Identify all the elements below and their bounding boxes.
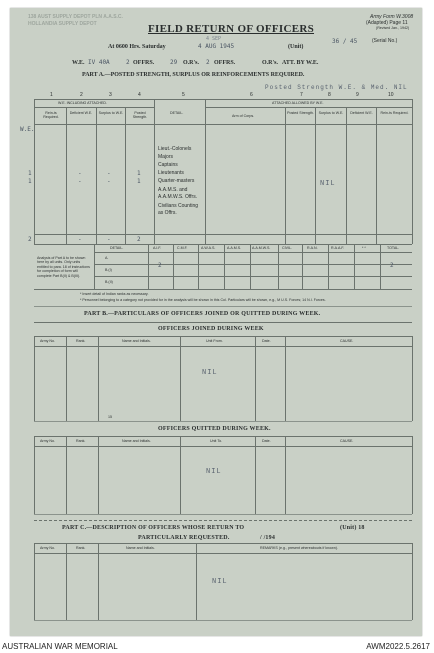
we-value: IV 40A <box>88 59 110 66</box>
we-margin-mark: W.E. <box>20 126 35 133</box>
part-c-nil: NIL <box>212 578 228 586</box>
form-revised: (Revised Jan., 1942) <box>376 26 410 30</box>
rank-civilians: Civilians Counting <box>158 203 199 209</box>
analysis-detail: DETAIL. <box>110 246 124 250</box>
caption-institution: AUSTRALIAN WAR MEMORIAL <box>2 642 118 651</box>
form-sheet <box>10 8 422 636</box>
total-posted: 2 <box>137 236 141 243</box>
att-by-we-label: ATT. BY W.E. <box>282 60 319 66</box>
date-at-label: At 0600 Hrs. Saturday <box>108 44 166 50</box>
footnote-2: * Personnel belonging to a category not provided for in the analysis will be shown in this Col. Particulars will be shown, e.g., M U.S. Forces; 14 N.I. Forces. <box>80 298 326 302</box>
analysis-col-aif: A.I.F. <box>153 246 162 250</box>
entry-qm-reints: 1 <box>28 178 32 185</box>
total-reints: 2 <box>28 236 32 243</box>
joined-col-unit-from: Unit From. <box>206 339 223 343</box>
quitted-col-army-no: Army No. <box>40 439 55 443</box>
col-num-10: 10 <box>388 92 394 98</box>
entry-qm-deficient: - <box>78 178 82 185</box>
unit-stamp-line2: HOLLANDIA SUPPLY DEPOT <box>28 21 97 27</box>
header-deficient-we: Deficient W.E. <box>69 111 93 115</box>
we-offrs-label: OFFRS. <box>133 60 155 66</box>
att-offrs-label: OFFRS. <box>214 60 236 66</box>
part-c-particularly: PARTICULARLY REQUESTED. <box>138 535 230 541</box>
part-c-col-rank: Rank. <box>76 546 86 550</box>
analysis-row-b2: B.(II) <box>105 280 113 284</box>
analysis-col-raaf: R.A.A.F. <box>331 246 345 250</box>
form-number: Army Form W.3008 <box>370 14 414 20</box>
col-num-3: 3 <box>109 92 112 98</box>
quitted-col-date: Date. <box>262 439 271 443</box>
caption-accession-number: AWM2022.5.2617 <box>366 642 430 651</box>
header-att-reints: Rein-ts Required. <box>380 111 409 115</box>
part-c-unit: (Unit) 18 <box>340 525 365 531</box>
total-deficient: - <box>78 236 82 243</box>
typed-posted-note: Posted Strength W.E. & Med. NIL <box>265 84 408 91</box>
col-num-9: 9 <box>356 92 359 98</box>
serial-number: 36 / 45 <box>332 38 358 45</box>
we-ors-value: 29 <box>170 59 178 66</box>
analysis-row-b1: B.(I) <box>105 268 112 272</box>
entry-lieut-surplus: - <box>107 170 111 177</box>
analysis-col-awas: A.W.A.S. <box>201 246 216 250</box>
header-surplus-we: Surplus to W.E. <box>98 111 124 115</box>
part-c-col-name: Name and Initials. <box>126 546 155 550</box>
header-reints-required: Rein-ts Required. <box>43 111 59 119</box>
quitted-col-unit-to: Unit To. <box>210 439 223 443</box>
entry-qm-posted: 1 <box>137 178 141 185</box>
quitted-col-name: Name and Initials. <box>122 439 151 443</box>
header-att-posted-strength: Posted Strength. <box>287 111 314 115</box>
entry-lieut-reints: 1 <box>28 170 32 177</box>
joined-col-army-no: Army No. <box>40 339 55 343</box>
unit-label: (Unit) <box>288 44 304 50</box>
att-offrs-value: 2 <box>206 59 210 66</box>
analysis-aif-value: 2 <box>158 262 162 269</box>
total-surplus: - <box>107 236 111 243</box>
date-handwritten: 4 AUG 1945 <box>198 43 235 50</box>
analysis-col-cmf: C.M.F. <box>177 246 188 250</box>
part-c-title: PART C.—DESCRIPTION OF OFFICERS WHOSE RETURN TO <box>62 525 245 531</box>
rank-aamws: A.A.M.W.S. Offrs. <box>158 194 198 200</box>
rank-quarter-masters: Quarter-masters <box>158 178 195 184</box>
analysis-col-aams: A.A.M.S. <box>227 246 242 250</box>
analysis-col-total: TOTAL. <box>387 246 400 250</box>
analysis-note: Analysis of Part A to be shown here by all units. Only units entitled to para. 18 of instructions for completion of form will complete Part B(II) & B(III). <box>37 256 90 278</box>
entry-lieut-deficient: - <box>78 170 82 177</box>
quitted-col-cause: CAUSE. <box>340 439 354 443</box>
serial-label: (Serial No.) <box>372 38 398 44</box>
col-num-2: 2 <box>80 92 83 98</box>
analysis-total-value: 2 <box>390 262 394 269</box>
header-attached-group: ATTACHED ALLOWED BY W.E. <box>272 101 324 105</box>
rank-aams: A.A.M.S. and <box>158 187 188 193</box>
rank-lt-colonels: Lieut.-Colonels <box>158 146 192 152</box>
rank-as-offrs: as Offrs. <box>158 210 177 216</box>
joined-row-mark: 15 <box>108 415 112 419</box>
col-num-8: 8 <box>328 92 331 98</box>
attached-nil: NIL <box>320 180 336 188</box>
entry-qm-surplus: - <box>107 178 111 185</box>
archive-caption <box>0 640 434 653</box>
we-label: W.E. <box>72 60 85 66</box>
part-b-title: PART B.—PARTICULARS OF OFFICERS JOINED OR QUITTED DURING WEEK. <box>84 311 321 317</box>
we-ors-label: O.R's. <box>183 60 200 66</box>
we-offrs-value: 2 <box>126 59 130 66</box>
header-arm-of-corps: Arm of Corps. <box>232 114 255 118</box>
joined-col-rank: Rank. <box>76 339 86 343</box>
part-a-title: PART A.—POSTED STRENGTH, SURPLUS OR REINFORCEMENTS REQUIRED. <box>82 72 305 78</box>
quitted-col-rank: Rank. <box>76 439 86 443</box>
footnote-1: * Insert detail of Indian ranks as necessary. <box>80 292 149 296</box>
quitted-title: OFFICERS QUITTED DURING WEEK. <box>158 426 271 432</box>
att-ors-label: O.R's. <box>262 60 279 66</box>
rank-lieutenants: Lieutenants <box>158 170 184 176</box>
part-c-col-remarks: REMARKS (e.g., present whereabouts if known). <box>260 546 338 550</box>
col-num-6: 6 <box>250 92 253 98</box>
part-c-col-army-no: Army No. <box>40 546 55 550</box>
analysis-col-ran: R.A.N. <box>307 246 318 250</box>
joined-title: OFFICERS JOINED DURING WEEK <box>158 326 264 332</box>
form-title: FIELD RETURN OF OFFICERS <box>148 23 315 35</box>
unit-stamp-line1: 138 AUST SUPPLY DEPOT PLN A.A.S.C. <box>28 14 123 20</box>
joined-col-name: Name and Initials. <box>122 339 151 343</box>
analysis-row-a: A. <box>105 256 109 260</box>
header-posted-strength: Posted Strength. <box>132 111 148 119</box>
header-att-surplus: Surplus to W.E. <box>318 111 344 115</box>
entry-lieut-posted: 1 <box>137 170 141 177</box>
analysis-col-aamws: A.A.M.W.S. <box>252 246 271 250</box>
form-adapted: (Adapted) Page 11 <box>366 20 408 26</box>
header-att-deficient: Deficient W.E. <box>350 111 373 115</box>
header-we-group: W.E. INCLUDING ATTACHED. <box>58 101 107 105</box>
quitted-nil: NIL <box>206 468 222 476</box>
analysis-col-civil: CIVIL. <box>282 246 292 250</box>
date-stamp: 4 SEP <box>206 36 222 42</box>
col-num-4: 4 <box>138 92 141 98</box>
col-num-5: 5 <box>182 92 185 98</box>
rank-captains: Captains <box>158 162 178 168</box>
col-num-7: 7 <box>300 92 303 98</box>
header-detail: DETAIL. <box>170 111 184 115</box>
joined-nil: NIL <box>202 369 218 377</box>
analysis-col-other: * * <box>362 246 366 250</box>
joined-col-cause: CAUSE. <box>340 339 354 343</box>
col-num-1: 1 <box>50 92 53 98</box>
joined-col-date: Date. <box>262 339 271 343</box>
rank-majors: Majors <box>158 154 174 160</box>
part-c-date: / /194 <box>260 535 276 541</box>
